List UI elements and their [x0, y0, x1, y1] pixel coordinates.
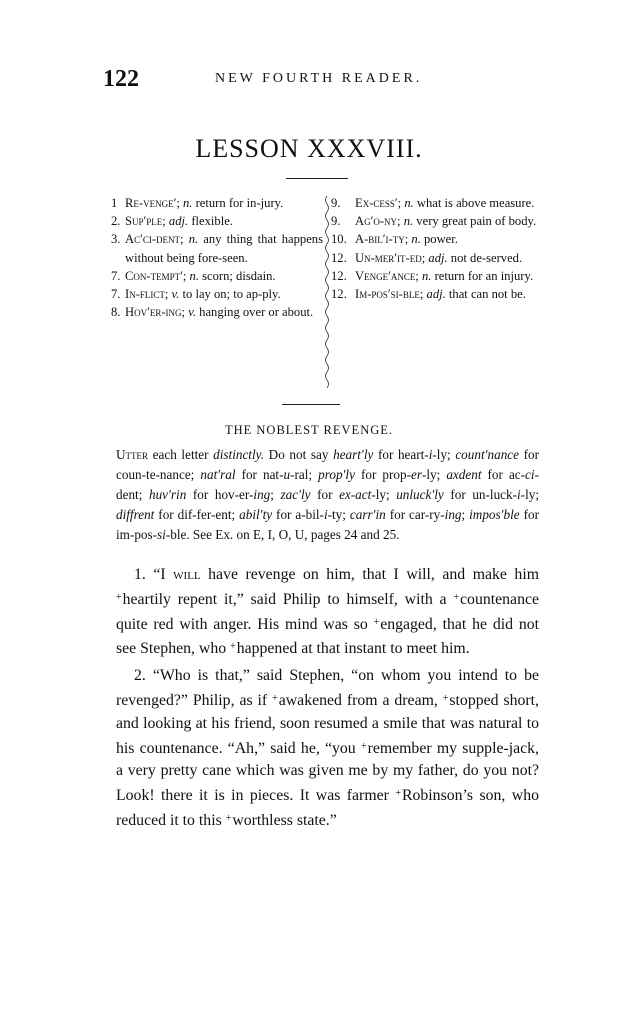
vocab-headword: Un-mer′it-ed: [355, 250, 422, 265]
story-text-run: countenance quite red with anger. His mind was so: [116, 590, 539, 633]
instr-text: ;: [461, 507, 470, 523]
story-text-run: awakened from a dream,: [278, 691, 443, 709]
dagger-mark: +: [360, 740, 367, 752]
vocab-headword: Con-tempt′: [125, 268, 183, 283]
instr-text: for ac-: [481, 467, 526, 483]
instr-text: -ly;: [520, 487, 539, 503]
vocab-pos: n.: [403, 214, 414, 229]
instr-text: for car-ry-: [385, 507, 445, 523]
dagger-mark: +: [272, 692, 278, 704]
vocab-headword: A-bil′i-ty: [355, 232, 405, 247]
vocab-definition: flexible.: [188, 214, 233, 229]
vocab-number: 9.: [331, 196, 341, 210]
vocab-number: 3.: [111, 232, 121, 247]
instr-text: for a-bil-: [272, 507, 324, 523]
instr-italic: si: [157, 527, 166, 543]
vocab-pos: adj.: [426, 287, 446, 302]
instr-text: -ral;: [290, 467, 319, 483]
vocab-sep: ;: [419, 287, 427, 302]
instr-text: for im-pos-: [116, 507, 539, 543]
story-text-run: have revenge on him, that I will, and make him: [200, 566, 539, 583]
lesson-title: LESSON XXXVIII.: [195, 134, 423, 163]
story-text-run: remember my supple-jack, a very pretty cane which was given me by my father, do you not? Look! there it is in pieces. It was farmer: [116, 739, 539, 805]
story-text-run: heartily repent it,” said Philip to himself, with a: [122, 590, 454, 608]
vocabulary-left-column: [111, 194, 323, 321]
vocab-headword: In-flict: [125, 287, 165, 302]
vocab-sep: ;: [164, 287, 172, 302]
vocab-definition: what is above measure.: [413, 196, 535, 210]
instr-text: for un-luck-: [443, 487, 517, 503]
instr-italic: i: [323, 507, 328, 523]
vocab-item: [331, 230, 539, 248]
vocab-sep: ;: [404, 232, 412, 247]
vocab-headword: Re-venge′: [125, 196, 177, 210]
instr-italic: ing: [253, 487, 271, 503]
instr-italic: axdent: [446, 467, 482, 483]
story-paragraph-2: [116, 665, 539, 833]
vocab-sep: ;: [415, 268, 422, 283]
vocab-headword: Im-pos′si-ble: [355, 287, 420, 302]
page-number: 122: [103, 66, 139, 92]
instr-text: for hov-er-: [186, 487, 254, 503]
vocab-sep: ;: [182, 268, 190, 283]
pronunciation-instructions: [116, 445, 539, 545]
instr-text: -dent;: [116, 467, 539, 503]
vocab-item: [111, 303, 323, 321]
instr-text: each letter: [148, 447, 214, 462]
instr-italic: distinctly.: [213, 447, 265, 462]
dagger-mark: +: [395, 788, 401, 800]
vocab-pos: adj.: [168, 214, 189, 229]
vocab-sep: ;: [421, 250, 429, 265]
dagger-mark: +: [116, 591, 122, 603]
vocab-headword: Sup′ple: [125, 214, 163, 229]
vocab-pos: v.: [188, 305, 197, 320]
instr-italic: ci: [525, 467, 535, 483]
instr-italic: er: [410, 467, 422, 483]
instr-text: for: [310, 487, 340, 503]
vocab-sep: ;: [397, 214, 404, 229]
vocab-pos: n.: [411, 232, 421, 247]
instr-italic: count′nance: [455, 447, 519, 462]
instr-italic: ing: [444, 507, 462, 523]
instr-italic: heart′ly: [333, 447, 374, 462]
column-divider: [324, 196, 330, 392]
vocab-definition: very great pain of body.: [413, 214, 537, 229]
vocab-definition: return for in-jury.: [192, 196, 284, 210]
story-paragraph-1: [116, 564, 539, 661]
vocab-definition: return for an injury.: [431, 268, 534, 283]
vocab-number: 12.: [331, 250, 347, 265]
vocab-definition: scorn; disdain.: [198, 268, 276, 283]
vocab-pos: n.: [404, 196, 414, 210]
vocab-sep: ;: [176, 196, 183, 210]
vocab-sep: ;: [162, 214, 169, 229]
story-text-run: Robinson’s son, who reduced it to this: [116, 787, 539, 829]
dagger-mark: +: [442, 692, 449, 704]
instr-italic: abil′ty: [239, 507, 273, 523]
story-text-run: engaged, that he did not see Stephen, who: [116, 615, 540, 658]
instr-text: -ly;: [432, 447, 456, 462]
vocab-item: [111, 285, 323, 303]
instr-text: for heart-: [373, 447, 429, 462]
vocab-definition: that can not be.: [445, 287, 526, 302]
vocab-pos: n.: [188, 232, 199, 247]
instr-text: -ty;: [327, 507, 350, 523]
story-text-run: 2. “Who is that,” said Stephen, “on whom you intend to be revenged?” Philip, as if: [116, 667, 539, 709]
vocabulary-right-column: [331, 194, 539, 303]
instr-italic: i: [517, 487, 521, 503]
vocab-item: [331, 194, 539, 212]
vocab-headword: Ag′o-ny: [355, 214, 398, 229]
instr-italic: carr′in: [349, 507, 386, 523]
section-rule: [282, 404, 340, 405]
vocab-item: [111, 194, 323, 212]
dagger-mark: +: [230, 641, 236, 653]
dagger-mark: +: [453, 591, 460, 603]
instr-italic: u: [283, 467, 291, 483]
vocab-pos: n.: [189, 268, 199, 283]
story-text-run: worthless state.”: [232, 811, 337, 829]
instr-italic: zac′ly: [280, 487, 311, 503]
vocab-definition: not de-served.: [447, 250, 523, 265]
vocab-number: 12.: [331, 287, 347, 302]
vocab-sep: ;: [397, 196, 405, 210]
vocab-item: [111, 267, 323, 285]
vocab-item: [331, 212, 539, 230]
vocab-item: [111, 212, 323, 230]
vocab-definition: any thing that happens without being fore-seen.: [125, 232, 323, 265]
vocab-headword: Ac′ci-dent: [125, 232, 181, 247]
instr-italic: diffrent: [116, 507, 155, 523]
vocab-sep: ;: [180, 232, 189, 247]
story-small-caps: will: [173, 566, 201, 583]
instr-text: -ly;: [421, 467, 447, 483]
vocab-sep: ;: [181, 305, 189, 320]
instr-italic: unluck′ly: [396, 487, 444, 503]
vocab-number: 10.: [331, 232, 347, 247]
instr-text: for prop-: [354, 467, 411, 483]
vocab-item: [331, 267, 539, 285]
vocab-headword: Venge′ance: [355, 268, 416, 283]
vocab-pos: n.: [183, 196, 193, 210]
vocab-pos: adj.: [428, 250, 448, 265]
instr-text: for dif-fer-ent;: [154, 507, 240, 523]
instr-italic: huv′rin: [148, 487, 187, 503]
instr-italic: impos′ble: [469, 507, 520, 523]
instr-text: Utter: [116, 447, 149, 462]
title-rule: [286, 178, 348, 179]
vocab-definition: hanging over or about.: [196, 305, 314, 320]
vocab-number: 7.: [111, 268, 121, 283]
vocab-definition: to lay on; to ap-ply.: [179, 287, 281, 302]
vocab-number: 1: [111, 196, 118, 210]
vocab-number: 8.: [111, 305, 121, 320]
story-text-run: happened at that instant to meet him.: [236, 640, 470, 658]
instr-italic: ex-act: [339, 487, 372, 503]
instr-text: -ble. See Ex. on E, I, O, U, pages 24 and 25.: [165, 527, 400, 543]
instr-italic: i: [428, 447, 433, 462]
instr-text: for coun-te-nance;: [116, 447, 539, 483]
vocab-headword: Hov′er-ing: [125, 305, 182, 320]
story-text-run: 1. “I: [134, 566, 174, 583]
vocab-pos: v.: [171, 287, 180, 302]
vocab-number: 7.: [111, 287, 121, 302]
dagger-mark: +: [225, 812, 232, 824]
vocab-number: 12.: [331, 268, 347, 283]
vocab-item: [331, 249, 539, 267]
vocab-number: 9.: [331, 214, 341, 229]
instr-text: -ly;: [371, 487, 397, 503]
instr-text: for nat-: [235, 467, 284, 483]
story-text: [116, 564, 539, 833]
instr-italic: prop′ly: [318, 467, 355, 483]
instr-text: ;: [270, 487, 281, 503]
vocab-headword: Ex-cess′: [355, 196, 398, 210]
dagger-mark: +: [373, 616, 380, 628]
instr-text: Do not say: [264, 447, 334, 462]
section-title: THE NOBLEST REVENGE.: [224, 423, 394, 437]
vocab-definition: power.: [420, 232, 458, 247]
vocab-item: [111, 230, 323, 266]
vocab-number: 2.: [111, 214, 121, 229]
instr-italic: nat′ral: [200, 467, 236, 483]
vocab-pos: n.: [422, 268, 432, 283]
running-head: NEW FOURTH READER.: [215, 71, 423, 86]
story-text-run: stopped short, and looking at his friend, soon resumed a smile that was natural to his countenance. “Ah,” said he, “you: [116, 691, 539, 757]
vocab-item: [331, 285, 539, 303]
